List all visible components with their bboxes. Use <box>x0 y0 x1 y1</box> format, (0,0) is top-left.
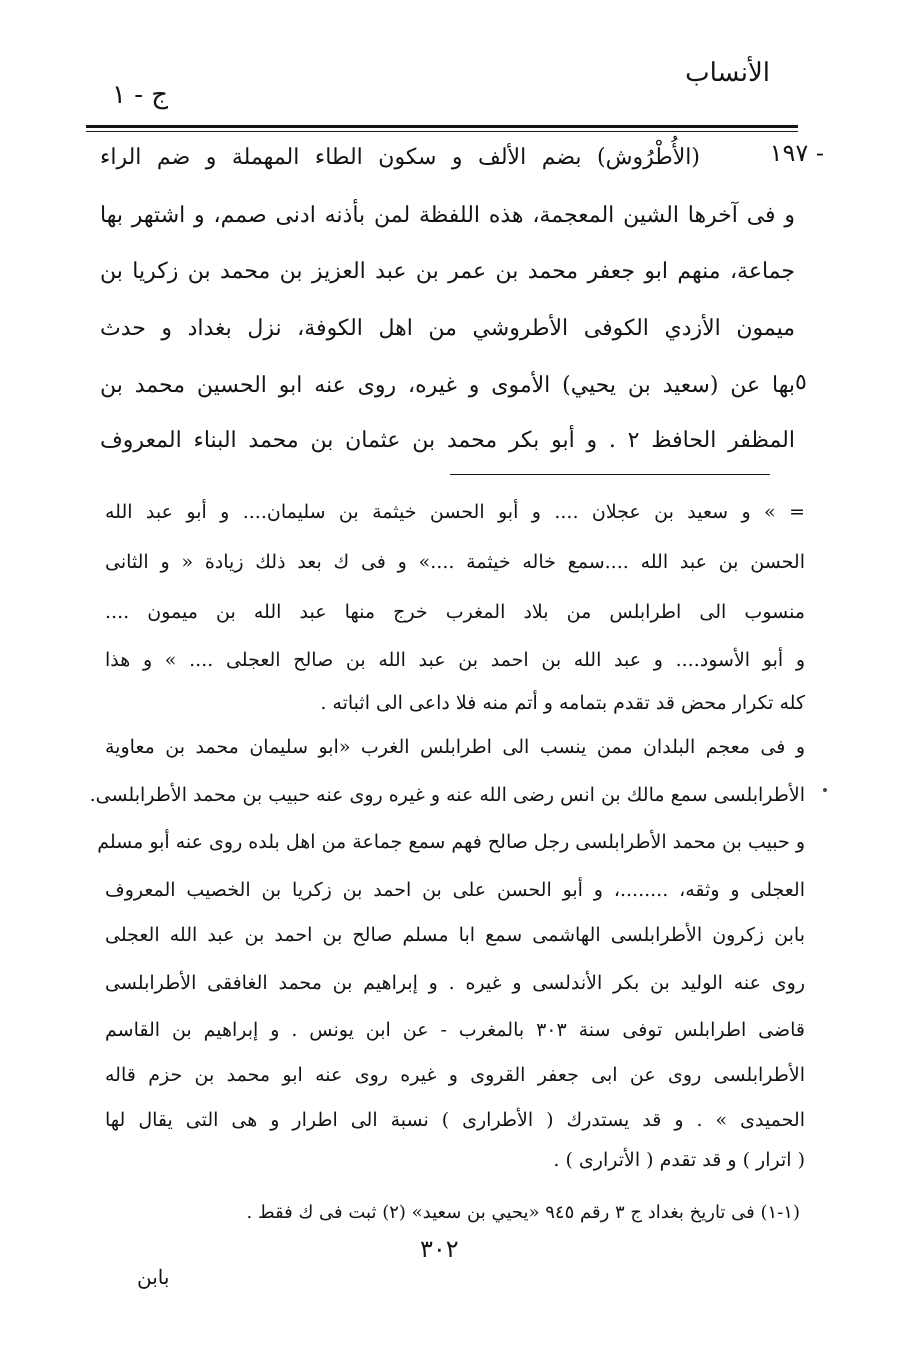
header-rule-thin <box>86 131 798 132</box>
footnote-line: و أبو الأسود.... و عبد الله بن احمد بن عبد الله بن صالح العجلى .... » و هذا <box>105 649 805 671</box>
addendum-line: الحميدى » . و قد يستدرك ( الأطرارى ) نسبة الى اطرار و هى التى يقال لها <box>105 1109 805 1131</box>
reference-note: (١-١) فى تاريخ بغداد ج ٣ رقم ٩٤٥ «يحيي بن سعيد» (٢) ثبت فى ك فقط . <box>246 1202 800 1223</box>
entry-line: (الأُطْرُوش) بضم الألف و سكون الطاء المهملة و ضم الراء <box>100 145 700 170</box>
footnote-line: كله تكرار محض قد تقدم بتمامه و أتم منه فلا داعى الى اثباته . <box>320 692 805 714</box>
addendum-line: روى عنه الوليد بن بكر الأندلسى و غيره . و إبراهيم بن محمد الغافقى الأطرابلسى <box>105 972 805 994</box>
footnote-line: منسوب الى اطرابلس من بلاد المغرب خرج منها عبد الله بن ميمون .... <box>105 601 805 623</box>
header-rule <box>86 125 798 128</box>
addendum-line: و فى معجم البلدان ممن ينسب الى اطرابلس الغرب «ابو سليمان محمد بن معاوية <box>105 736 805 758</box>
footnote-line: = » و سعيد بن عجلان .... و أبو الحسن خيثمة بن سليمان.... و أبو عبد الله <box>105 501 805 523</box>
line-number-marker: ٥ <box>795 370 807 395</box>
catchword: بابن <box>137 1265 170 1289</box>
addendum-line: قاضى اطرابلس توفى سنة ٣٠٣ بالمغرب - عن ابن يونس . و إبراهيم بن القاسم <box>105 1019 806 1041</box>
addendum-line: و حبيب بن محمد الأطرابلسى رجل صالح فهم سمع جماعة من اهل بلده روى عنه أبو مسلم <box>97 831 805 853</box>
addendum-line: الأطرابلسى روى عن ابى جعفر القروى و غيره روى عنه ابو محمد بن حزم قاله <box>105 1064 805 1086</box>
footnote-line: الحسن بن عبد الله ....سمع خاله خيثمة ....» و فى ك بعد ذلك زيادة « و الثانى <box>105 551 805 573</box>
addendum-line: بابن زكرون الأطرابلسى الهاشمى سمع ابا مسلم صالح بن احمد بن عبد الله العجلى <box>105 924 805 946</box>
entry-line: ميمون الأزدي الكوفى الأطروشي من اهل الكوفة، نزل بغداد و حدث <box>100 316 795 341</box>
footnote-separator <box>450 474 770 475</box>
entry-line: المظفر الحافظ ٢ . و أبو بكر محمد بن عثمان بن محمد البناء المعروف <box>100 428 795 453</box>
entry-line: و فى آخرها الشين المعجمة، هذه اللفظة لمن بأذنه ادنى صمم، و اشتهر بها <box>100 203 795 228</box>
running-title: الأنساب <box>685 58 770 88</box>
page-number: ٣٠٢ <box>420 1235 459 1263</box>
addendum-line: العجلى و وثقه، ........، و أبو الحسن على بن احمد بن زكريا بن الخصيب المعروف <box>105 879 805 901</box>
volume-label: ج - ١ <box>112 80 169 110</box>
entry-number: ١٩٧ - <box>769 139 824 167</box>
margin-mark <box>823 788 827 792</box>
entry-line: جماعة، منهم ابو جعفر محمد بن عمر بن عبد العزيز بن محمد بن زكريا بن <box>100 259 795 284</box>
addendum-line: ( اترار ) و قد تقدم ( الأترارى ) . <box>553 1149 805 1171</box>
addendum-line: الأطرابلسى سمع مالك بن انس رضى الله عنه و غيره روى عنه حبيب بن محمد الأطرابلسى. <box>89 784 805 806</box>
entry-line: بها عن (سعيد بن يحيي) الأموى و غيره، روى عنه ابو الحسين محمد بن <box>100 373 795 398</box>
